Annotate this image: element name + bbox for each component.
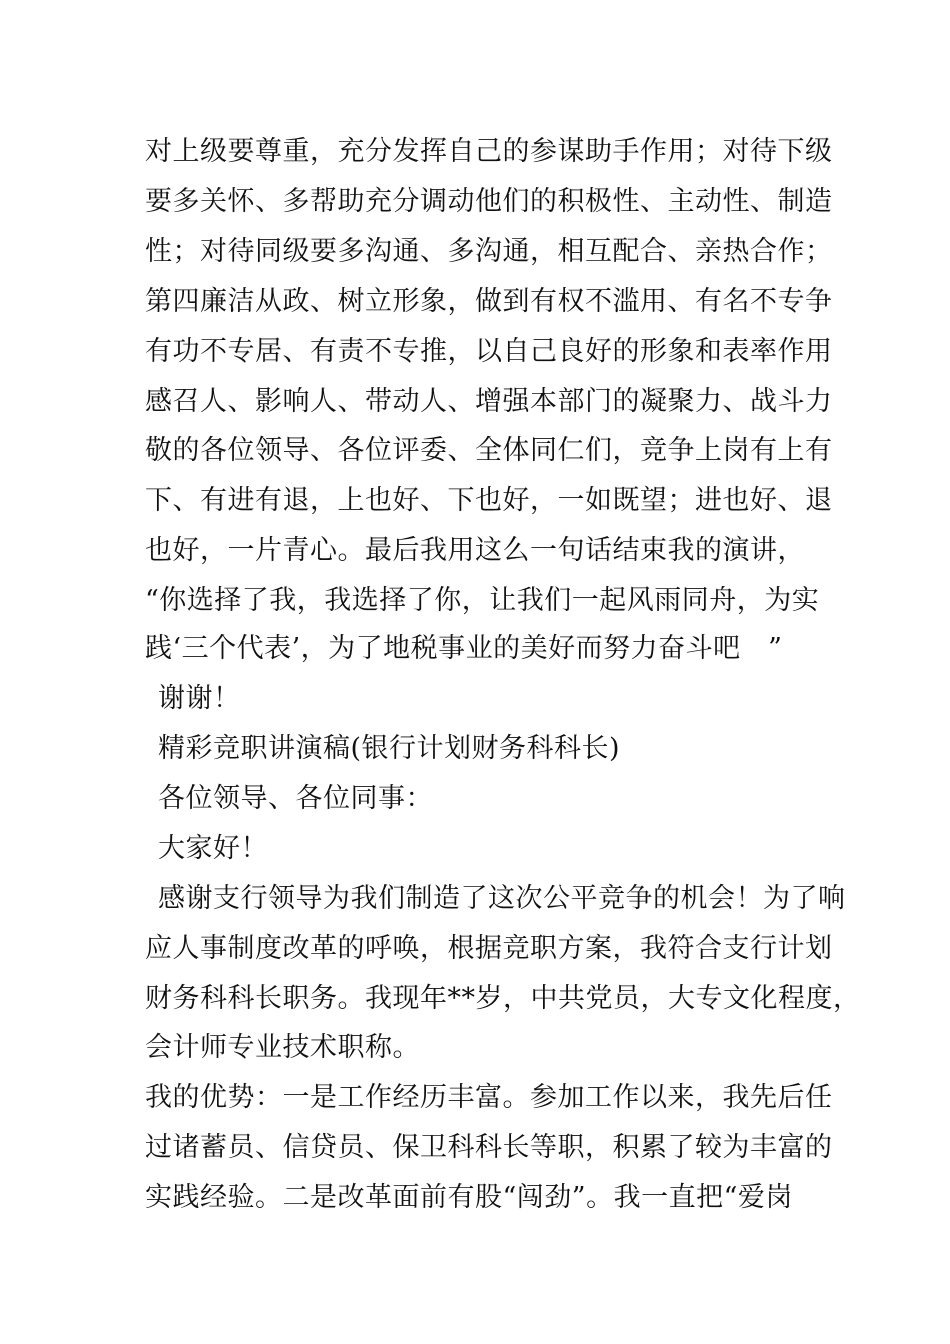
text-line: 财务科科长职务。我现年**岁，中共党员，大专文化程度， <box>145 983 861 1014</box>
text-line: 第四廉洁从政、树立形象，做到有权不滥用、有名不专争 <box>145 286 833 317</box>
thanks-line: 谢谢！ <box>158 683 241 714</box>
text-line: 践‘三个代表’，为了地税事业的美好而努力奋斗吧 ” <box>145 633 783 664</box>
text-line: 下、有进有退，上也好、下也好，一如既望；进也好、退 <box>145 485 833 516</box>
text-line: 性；对待同级要多沟通、多沟通，相互配合、亲热合作； <box>145 236 833 267</box>
speech-title: 精彩竞职讲演稿(银行计划财务科科长) <box>158 733 621 764</box>
salutation: 各位领导、各位同事： <box>158 783 433 814</box>
text-line: 要多关怀、多帮助充分调动他们的积极性、主动性、制造 <box>145 186 833 217</box>
text-line: 也好，一片青心。最后我用这么一句话结束我的演讲， <box>145 535 805 566</box>
greeting: 大家好！ <box>158 833 268 864</box>
text-line: 感召人、影响人、带动人、增强本部门的凝聚力、战斗力 <box>145 386 833 417</box>
text-line: 我的优势：一是工作经历丰富。参加工作以来，我先后任 <box>145 1082 833 1113</box>
text-line: 敬的各位领导、各位评委、全体同仁们，竞争上岗有上有 <box>145 435 833 466</box>
text-line: 感谢支行领导为我们制造了这次公平竞争的机会！为了响 <box>158 883 846 914</box>
text-line: “你选择了我，我选择了你，让我们一起风雨同舟，为实 <box>145 585 820 616</box>
text-line: 有功不专居、有责不专推，以自己良好的形象和表率作用 <box>145 336 833 367</box>
text-line: 应人事制度改革的呼唤，根据竞职方案，我符合支行计划 <box>145 933 833 964</box>
text-line: 会计师专业技术职称。 <box>145 1032 420 1063</box>
text-line: 实践经验。二是改革面前有股“闯劲”。我一直把“爱岗 <box>145 1182 793 1213</box>
text-line: 过诸蓄员、信贷员、保卫科科长等职，积累了较为丰富的 <box>145 1132 833 1163</box>
text-line: 对上级要尊重，充分发挥自己的参谋助手作用；对待下级 <box>145 136 833 167</box>
